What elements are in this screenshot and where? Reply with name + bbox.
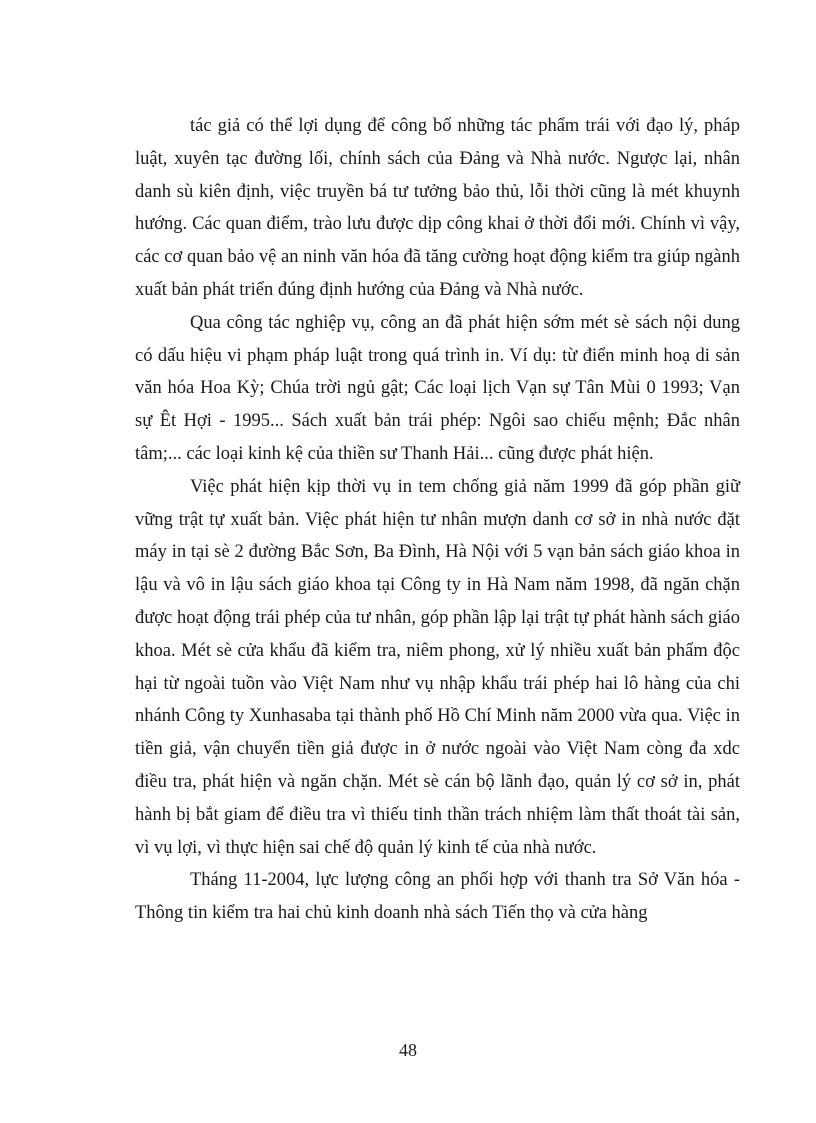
paragraph-3: Việc phát hiện kịp thời vụ in tem chống giả năm 1999 đã góp phần giữ vững trật tự xuất bản. Việc phát hiện tư nhân mượn danh cơ sở in nhà nước đặt máy in tại sè 2 đường Bắc Sơn, Ba Đình, Hà Nội với 5 vạn bản sách giáo khoa in lậu và vô in lậu sách giáo khoa tại Công ty in Hà Nam năm 1998, đã ngăn chặn được hoạt động trái phép của tư nhân, góp phần lập lại trật tự phát hành sách giáo khoa. Mét sè cửa khẩu đã kiểm tra, niêm phong, xử lý nhiều xuất bản phẩm độc hại từ ngoài tuồn vào Việt Nam như vụ nhập khẩu trái phép hai lô hàng của chi nhánh Công ty Xunhasaba tại thành phố Hồ Chí Minh năm 2000 vừa qua. Việc in tiền giả, vận chuyển tiền giả được in ở nước ngoài vào Việt Nam còng đa xdc điều tra, phát hiện và ngăn chặn. Mét sè cán bộ lãnh đạo, quản lý cơ sở in, phát hành bị bắt giam để điều tra vì thiếu tinh thần trách nhiệm làm thất thoát tài sản, vì vụ lợi, vì thực hiện sai chế độ quản lý kinh tế của nhà nước. bbox=[135, 476, 740, 858]
body-text bbox=[135, 110, 740, 930]
paragraph-continued: tác giả có thể lợi dụng để công bố những tác phẩm trái với đạo lý, pháp luật, xuyên tạc đường lối, chính sách của Đảng và Nhà nước. Ngược lại, nhân danh sù kiên định, việc truyền bá tư tưởng bảo thủ, lỗi thời cũng là mét khuynh hướng. Các quan điểm, trào lưu được dịp công khai ở thời đổi mới. Chính vì vậy, các cơ quan bảo vệ an ninh văn hóa đã tăng cường hoạt động kiểm tra giúp ngành xuất bản phát triển đúng định hướng của Đảng và Nhà nước. bbox=[135, 116, 740, 300]
page-number: 48 bbox=[399, 1040, 417, 1060]
paragraph-2: Qua công tác nghiệp vụ, công an đã phát hiện sớm mét sè sách nội dung có dấu hiệu vi phạm pháp luật trong quá trình in. Ví dụ: từ điển minh hoạ di sản văn hóa Hoa Kỳ; Chúa trời ngủ gật; Các loại lịch Vạn sự Tân Mùi 0 1993; Vạn sự Êt Hợi - 1995... Sách xuất bản trái phép: Ngôi sao chiếu mệnh; Đắc nhân tâm;... các loại kinh kệ của thiền sư Thanh Hải... cũng được phát hiện. bbox=[135, 312, 740, 464]
paragraph-4: Tháng 11-2004, lực lượng công an phối hợp với thanh tra Sở Văn hóa - Thông tin kiểm tra hai chủ kinh doanh nhà sách Tiến thọ và cửa hàng bbox=[135, 870, 740, 924]
